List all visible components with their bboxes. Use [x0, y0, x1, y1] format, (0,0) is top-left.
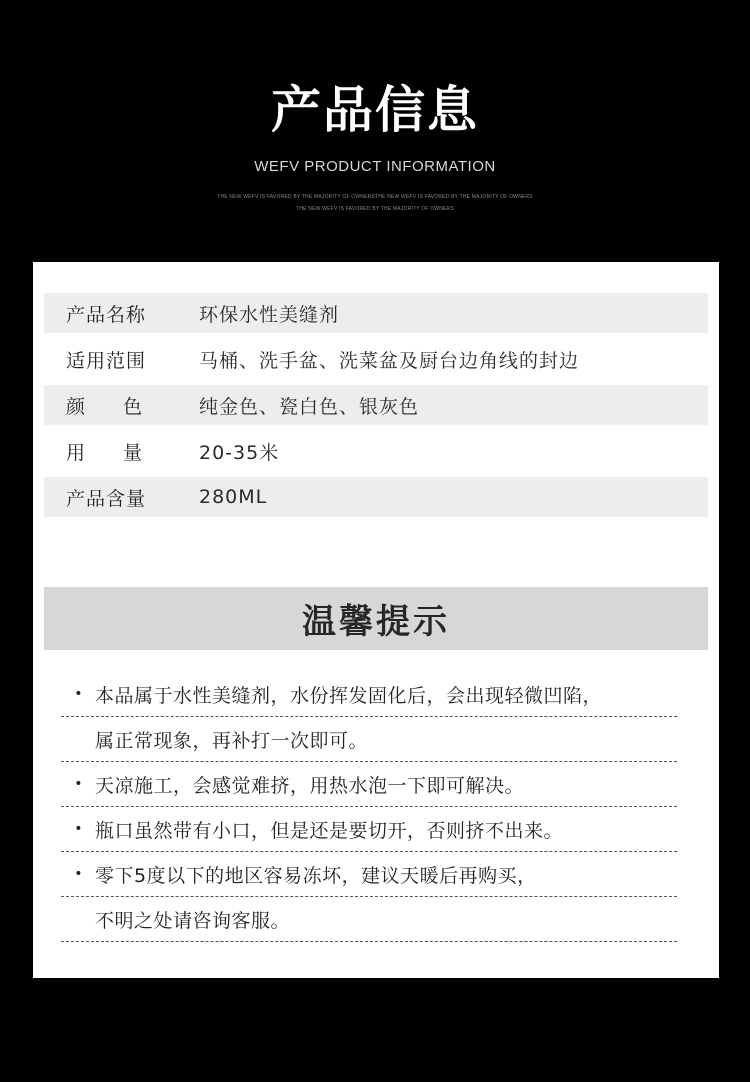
tip-line: [61, 717, 677, 762]
bullet-icon: •: [74, 686, 83, 702]
tip-line: [61, 762, 677, 807]
bullet-icon: •: [74, 866, 83, 882]
info-value: 马桶、洗手盆、洗菜盆及厨台边角线的封边: [199, 349, 580, 372]
info-value: 纯金色、瓷白色、银灰色: [199, 395, 420, 418]
info-value: 280ML: [199, 486, 268, 508]
info-row-volume: [44, 477, 708, 517]
fine-print-line-2: THE NEW WEFV IS FAVORED BY THE MAJORITY OF OWNERS: [296, 206, 454, 212]
tips-list: [61, 672, 677, 942]
info-row-color: [44, 385, 708, 425]
tips-title: 温馨提示: [302, 602, 450, 642]
info-row-name: [44, 293, 708, 333]
tip-text: 本品属于水性美缝剂，水份挥发固化后，会出现轻微凹陷，: [95, 684, 603, 707]
page-title: 产品信息: [271, 81, 479, 139]
product-info-table: [44, 293, 708, 523]
content-panel: [33, 262, 719, 978]
tip-text: 零下5度以下的地区容易冻坏，建议天暖后再购买，: [95, 864, 537, 887]
bullet-icon: •: [74, 821, 83, 837]
info-value: 20-35米: [199, 441, 280, 464]
fine-print-line-1: THE NEW WEFV IS FAVORED BY THE MAJORITY OF OWNERSTHE NEW WEFV IS FAVORED BY THE MAJORITY OF OWNERS: [217, 194, 533, 200]
page-subtitle: WEFV PRODUCT INFORMATION: [254, 158, 496, 175]
tip-text: 属正常现象，再补打一次即可。: [95, 729, 369, 752]
info-row-amount: [44, 431, 708, 471]
tips-banner: [44, 587, 708, 650]
tip-line: [61, 672, 677, 717]
info-label: 产品名称: [66, 303, 147, 326]
tip-line: [61, 897, 677, 942]
info-label: 适用范围: [66, 349, 147, 372]
info-row-usage-scope: [44, 339, 708, 379]
info-label: 产品含量: [66, 487, 147, 510]
header: [0, 0, 750, 262]
tip-line: [61, 807, 677, 852]
info-label: 用 量: [66, 441, 143, 464]
tip-text: 瓶口虽然带有小口，但是还是要切开，否则挤不出来。: [95, 819, 564, 842]
info-value: 环保水性美缝剂: [199, 303, 340, 326]
bullet-icon: •: [74, 776, 83, 792]
tip-text: 天凉施工，会感觉难挤，用热水泡一下即可解决。: [95, 774, 525, 797]
tip-text: 不明之处请咨询客服。: [95, 909, 291, 932]
tip-line: [61, 852, 677, 897]
info-label: 颜 色: [66, 395, 143, 418]
